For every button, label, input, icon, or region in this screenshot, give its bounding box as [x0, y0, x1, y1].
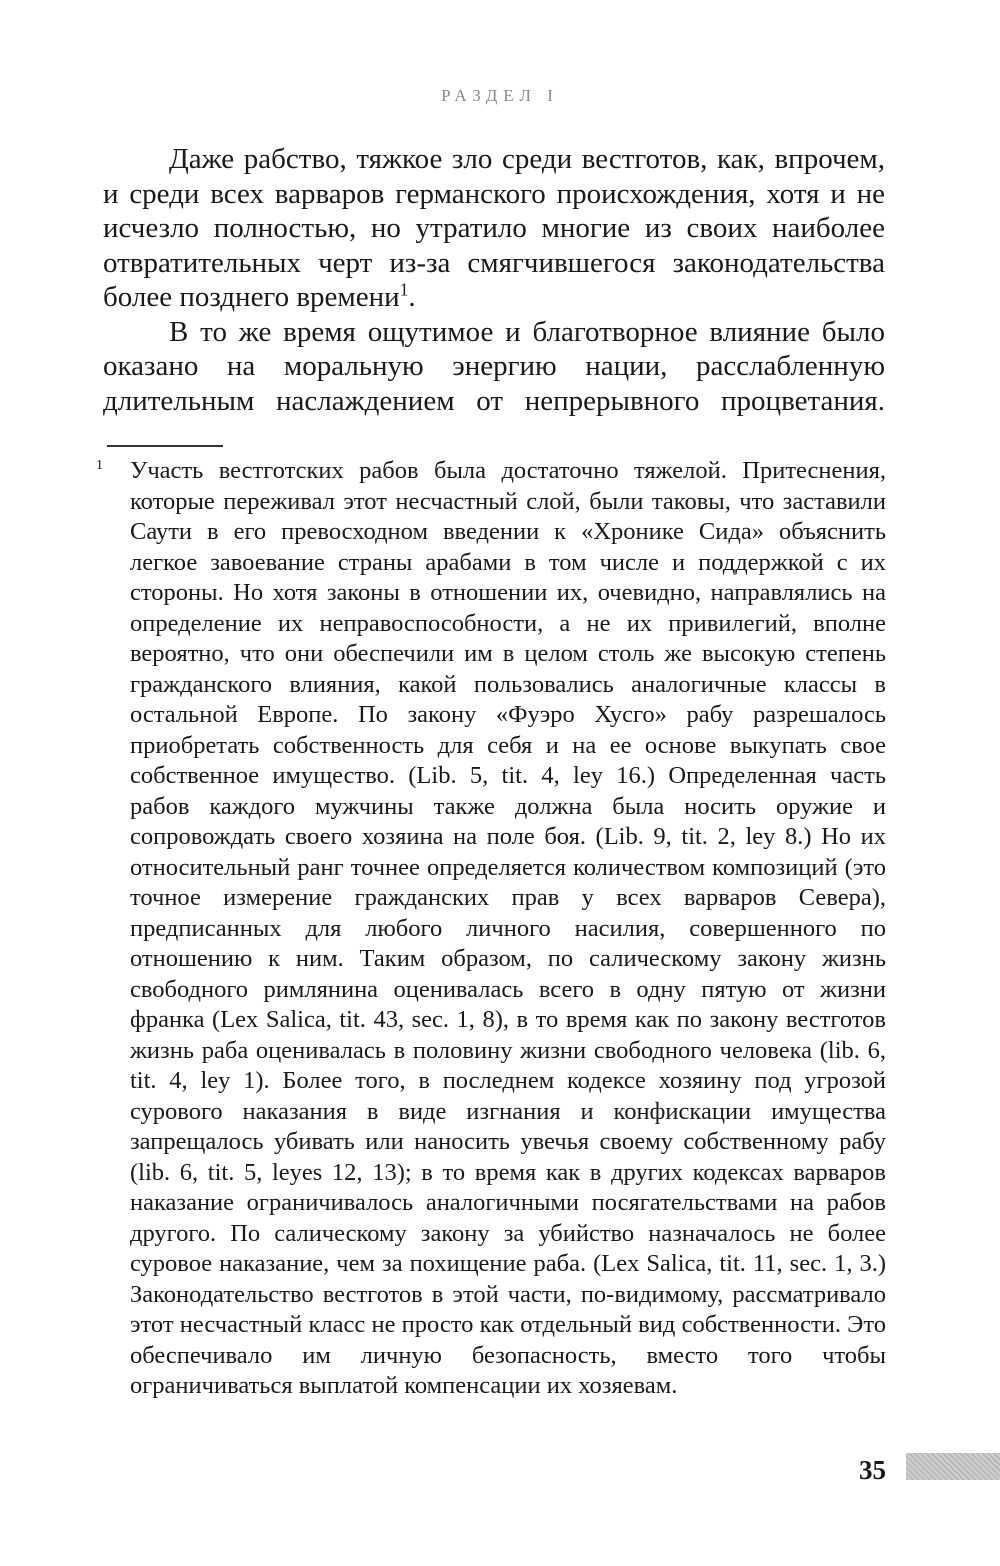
running-head: РАЗДЕЛ I: [441, 86, 559, 105]
paragraph-1-end: .: [408, 281, 416, 313]
paragraph-1-text: Даже рабство, тяжкое зло среди вестготов, как, впрочем, и среди всех варваров германского происхождения, хотя и не исчезло полностью, но утратило многие из своих наиболее отвратительных черт из-за смягчившегося законодательства более позднего времени: [103, 143, 885, 313]
footnote-marker: 1: [96, 458, 103, 473]
page-number: 35: [859, 1455, 886, 1485]
paragraph-1: [103, 142, 885, 315]
footnote-text: Участь вестготских рабов была достаточно тяжелой. Притеснения, которые переживал этот несчастный слой, были таковы, что заставили Саути в его превосходном введении к «Хронике Сида» объяснить легкое завоевание страны арабами в том числе и поддержкой с их стороны. Но хотя законы в отношении их, очевидно, направлялись на определение их неправоспособности, а не их привилегий, вполне вероятно, что они обеспечили им в целом столь же высокую степень гражданского влияния, какой пользовались аналогичные классы в остальной Европе. По закону «Фуэро Хусго» рабу разрешалось приобретать собственность для себя и на ее основе выкупать свое собственное имущество. (Lib. 5, tit. 4, ley 16.) Определенная часть рабов каждого мужчины также должна была носить оружие и сопровождать своего хозяина на поле боя. (Lib. 9, tit. 2, ley 8.) Но их относительный ранг точнее определяется количеством композиций (это точное измерение гражданских прав у всех варваров Севера), предписанных для любого личного насилия, совершенного по отношению к ним. Таким образом, по салическому закону жизнь свободного римлянина оценивалась всего в одну пятую от жизни франка (Lex Salica, tit. 43, sec. 1, 8), в то время как по закону вестготов жизнь раба оценивалась в половину жизни свободного человека (lib. 6, tit. 4, ley 1). Более того, в последнем кодексе хозяину под угрозой сурового наказания в виде изгнания и конфискации имущества запрещалось убивать или наносить увечья своему собственному рабу (lib. 6, tit. 5, leyes 12, 13); в то время как в других кодексах варваров наказание ограничивалось аналогичными посягательствами на рабов другого. По салическому закону за убийство назначалось не более суровое наказание, чем за похищение раба. (Lex Salica, tit. 11, sec. 1, 3.) Законодательство вестготов в этой части, по-видимому, рассматривало этот несчастный класс не просто как отдельный вид собственности. Это обеспечивало им личную безопасность, вместо того чтобы ограничиваться выплатой компенсации их хозяевам.: [130, 457, 886, 1399]
page-edge-tab: [906, 1453, 1000, 1480]
footnote-reference[interactable]: 1: [399, 279, 409, 300]
footnote: [96, 456, 886, 1402]
footnote-separator: [107, 445, 223, 447]
paragraph-2: В то же время ощутимое и благотворное влияние было оказано на моральную энергию нации, расслабленную длительным наслаждением от непрерывного процветания.: [103, 315, 885, 417]
main-text: [103, 142, 885, 418]
